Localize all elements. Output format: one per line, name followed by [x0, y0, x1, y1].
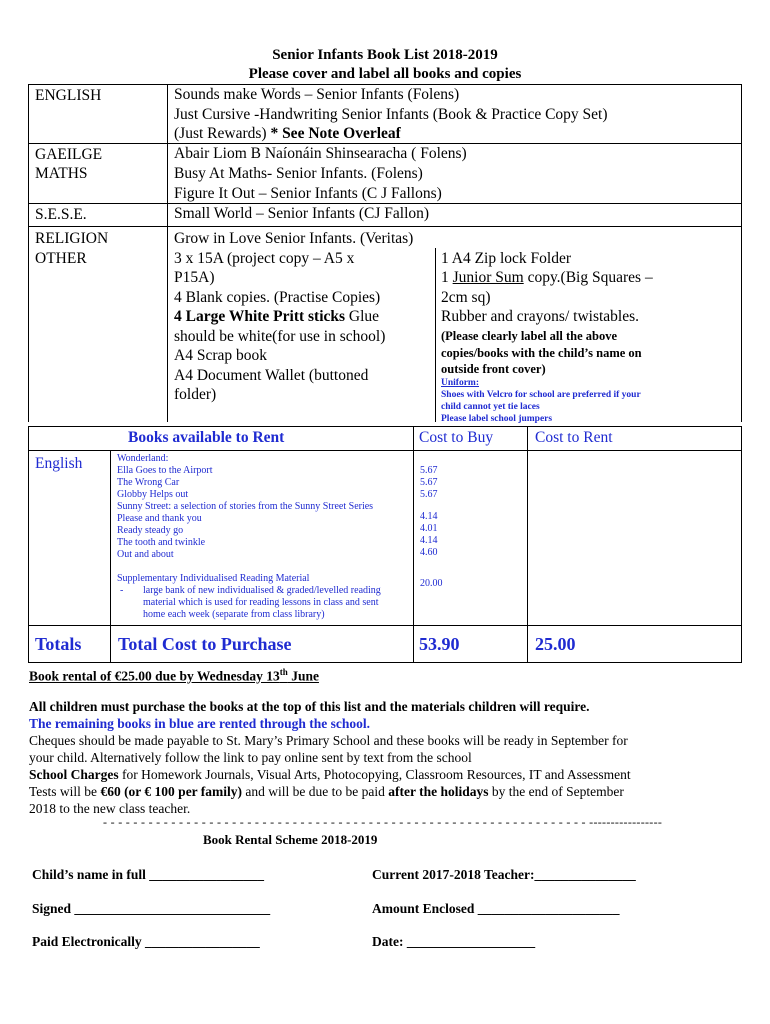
header-cost-to-buy: Cost to Buy — [419, 429, 494, 446]
english-book-1: Sounds make Words – Senior Infants (Folens) — [174, 86, 460, 103]
price: 4.14 — [420, 535, 438, 546]
date-field[interactable]: Date: ___________________ — [372, 934, 536, 949]
paid-electronically-field[interactable]: Paid Electronically _________________ — [32, 934, 260, 949]
english-book-3: (Just Rewards) * See Note Overleaf — [174, 125, 401, 142]
list-item: Out and about — [117, 549, 174, 560]
scheme-title: Book Rental Scheme 2018-2019 — [203, 832, 378, 847]
list-item: The Wrong Car — [117, 477, 180, 488]
supplementary-price: 20.00 — [420, 578, 443, 589]
charges-line-2: Tests will be €60 (or € 100 per family) and will be due to be paid after the holidays by the end of September — [29, 784, 624, 799]
other-item-2: P15A) — [174, 269, 215, 286]
see-note-overleaf: * See Note Overleaf — [270, 125, 401, 142]
remaining-blue-note: The remaining books in blue are rented through the school. — [29, 716, 371, 731]
page-subtitle: Please cover and label all books and copies — [248, 66, 522, 82]
supplementary-title: Supplementary Individualised Reading Material — [117, 573, 310, 584]
gaeilge-book-1: Abair Liom B Naíonáin Shinsearacha ( Folens) — [174, 145, 467, 162]
price: 5.67 — [420, 489, 438, 500]
teacher-field[interactable]: Current 2017-2018 Teacher:_______________ — [372, 867, 636, 882]
signed-field[interactable]: Signed _____________________________ — [32, 901, 271, 916]
total-cost-label: Total Cost to Purchase — [118, 634, 292, 654]
list-item: Ella Goes to the Airport — [117, 465, 213, 476]
price: 5.67 — [420, 465, 438, 476]
charges-line-1: School Charges for Homework Journals, Visual Arts, Photocopying, Classroom Resources, IT and Assessment — [29, 767, 631, 782]
rental-due: Book rental of €25.00 due by Wednesday 13th June — [29, 667, 319, 684]
list-item: Globby Helps out — [117, 489, 189, 500]
subject-other: OTHER — [35, 250, 87, 267]
supplementary-desc: large bank of new individualised & graded/levelled reading material which is used for reading lessons in class and sent home each week (separate from class library) — [143, 585, 381, 620]
price: 4.01 — [420, 523, 438, 534]
other-item-3: 4 Blank copies. (Practise Copies) — [174, 289, 381, 306]
list-item: The tooth and twinkle — [117, 537, 206, 548]
charges-line-3: 2018 to the new class teacher. — [29, 801, 191, 816]
other-item-4: 4 Large White Pritt sticks Glue — [174, 308, 380, 325]
subject-religion: RELIGION — [35, 230, 109, 247]
other-item-1: 3 x 15A (project copy – A5 x — [174, 250, 355, 267]
list-item: Please and thank you — [117, 513, 202, 524]
must-purchase: All children must purchase the books at the top of this list and the materials children will require. — [29, 699, 590, 714]
other-item-8: folder) — [174, 386, 217, 403]
child-name-field[interactable]: Child’s name in full _________________ — [32, 867, 265, 882]
subject-english: ENGLISH — [35, 87, 102, 104]
other-right-2: 1 Junior Sum copy.(Big Squares – — [441, 269, 653, 286]
subject-sese: S.E.S.E. — [35, 206, 87, 223]
totals-label: Totals — [35, 634, 82, 654]
list-item: Ready steady go — [117, 525, 184, 536]
total-rent: 25.00 — [535, 634, 576, 654]
rent-book-list — [117, 453, 373, 561]
other-right-4: Rubber and crayons/ twistables. — [441, 308, 640, 325]
total-buy: 53.90 — [419, 634, 460, 654]
cheques-line-2: your child. Alternatively follow the link to pay online sent by text from the school — [29, 750, 472, 765]
header-books-to-rent: Books available to Rent — [128, 429, 285, 446]
other-item-5: should be white(for use in school) — [174, 328, 386, 345]
row-english: English — [35, 455, 83, 472]
list-item: Sunny Street: a selection of stories from the Sunny Street Series — [117, 501, 374, 512]
list-item: Wonderland: — [117, 453, 169, 464]
other-right-3: 2cm sq) — [441, 289, 491, 306]
price: 5.67 — [420, 477, 438, 488]
other-item-7: A4 Document Wallet (buttoned — [174, 367, 369, 384]
maths-book-1: Busy At Maths- Senior Infants. (Folens) — [174, 165, 423, 182]
maths-book-2: Figure It Out – Senior Infants (C J Fallons) — [174, 185, 442, 202]
other-right-1: 1 A4 Zip lock Folder — [441, 250, 572, 267]
supplementary-dash: - — [120, 585, 124, 596]
cheques-line-1: Cheques should be made payable to St. Mary’s Primary School and these books will be ready in September for — [29, 733, 628, 748]
sese-book-1: Small World – Senior Infants (CJ Fallon) — [174, 205, 430, 222]
english-book-2: Just Cursive -Handwriting Senior Infants (Book & Practice Copy Set) — [174, 106, 608, 123]
other-item-6: A4 Scrap book — [174, 347, 267, 364]
subject-maths: MATHS — [35, 165, 88, 182]
uniform-note: Uniform: Shoes with Velcro for school are preferred if your child cannot yet tie laces Please label school jumpers — [441, 378, 641, 424]
subject-gaeilge: GAEILGE — [35, 146, 103, 163]
price: 4.60 — [420, 547, 438, 558]
label-note: (Please clearly label all the above copies/books with the child’s name on outside front cover) — [441, 329, 642, 376]
divider: - - - - - - - - - - - - - - - - - - - - - - - - - - - - - - - - - - - - - - - - - - - - - - - - - - - - - - - - - - - - - - - - ----------------- — [103, 815, 663, 829]
header-cost-to-rent: Cost to Rent — [535, 429, 613, 446]
page-title: Senior Infants Book List 2018-2019 — [272, 47, 498, 63]
religion-book-1: Grow in Love Senior Infants. (Veritas) — [174, 230, 414, 247]
price: 4.14 — [420, 511, 438, 522]
amount-enclosed-field[interactable]: Amount Enclosed _____________________ — [372, 901, 620, 916]
